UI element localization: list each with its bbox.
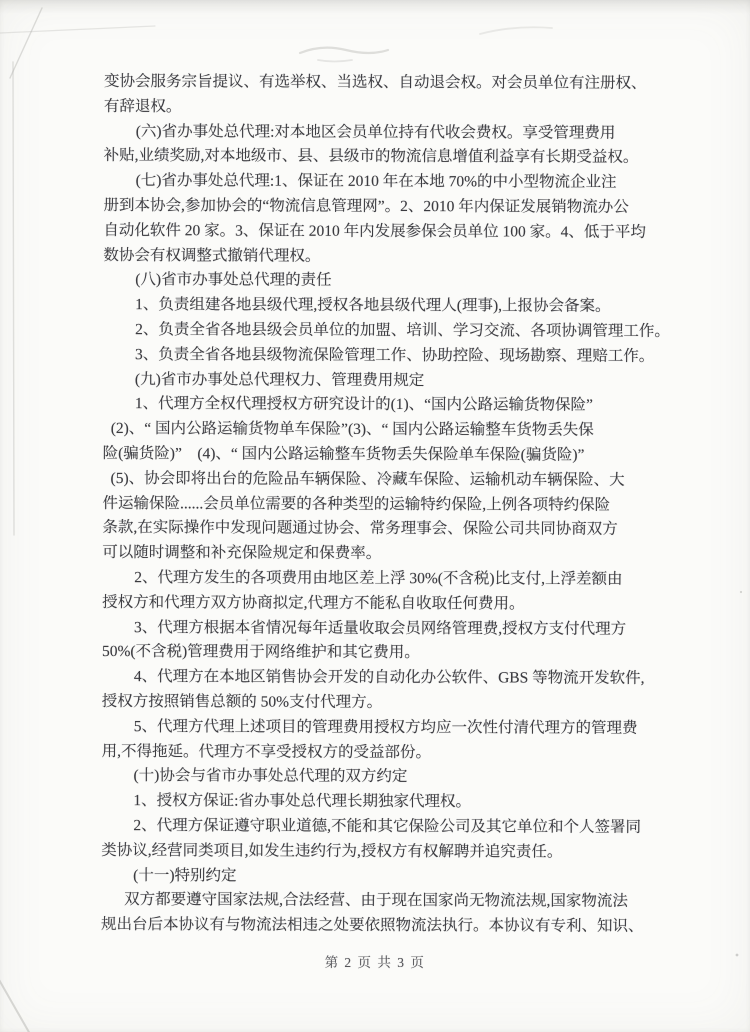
text-line: 补贴,业绩奖励,对本地级市、县、县级市的物流信息增值利益享有长期受益权。	[103, 147, 639, 167]
scan-crease-top-left	[10, 8, 42, 78]
smudge-mark-top-center-2	[318, 60, 352, 62]
text-line: (九)省市办事处总代理权力、管理费用规定	[134, 370, 425, 389]
text-line: 自动化软件 20 家。3、保证在 2010 年内发展参保会员单位 100 家。4、低于平均	[103, 221, 646, 241]
scan-speck	[740, 591, 742, 593]
text-line: (八)省市办事处总代理的责任	[135, 271, 332, 290]
text-line: 授权方和代理方双方协商拟定,代理方不能私自收取任何费用。	[102, 593, 525, 613]
text-line: (5)、协会即将出台的危险品车辆保险、冷藏车保险、运输机动车辆保险、大	[110, 469, 625, 489]
text-line: 2、代理方发生的各项费用由地区差上浮 30%(不含税)比支付,上浮差额由	[134, 569, 623, 588]
text-line: 用,不得拖延。代理方不享受授权方的受益部份。	[101, 742, 432, 761]
page-number-footer: 第 2 页 共 3 页	[324, 955, 426, 970]
text-line: 授权方按照销售总额的 50%支付代理方。	[101, 692, 383, 711]
text-line: 条款,在实际操作中发现问题通过协会、常务理事会、保险公司共同协商双方	[102, 519, 618, 539]
smudge-mark-top-center	[300, 48, 388, 53]
text-line: 可以随时调整和补充保险规定和保费率。	[102, 544, 382, 563]
scan-crease-bottom-left	[0, 978, 30, 1032]
text-line: (2)、“ 国内公路运输货物单车保险”(3)、“ 国内公路运输整车货物丢失保	[110, 420, 594, 439]
scan-edge-shade-top	[0, 0, 750, 14]
text-line: 规出台后本协议有与物流法相违之处要依照物流法执行。本协议有专利、知识、	[100, 916, 644, 935]
text-line: 数协会有权调整式撤销代理权。	[103, 246, 321, 265]
text-line: 1、授权方保证:省办事处总代理长期独家代理权。	[133, 792, 472, 811]
document-body	[101, 70, 670, 940]
scan-edge-line-left	[13, 62, 14, 535]
text-line: 4、代理方在本地区销售协会开发的自动化办公软件、GBS 等物流开发软件,	[133, 668, 645, 688]
text-line: (十)协会与省市办事处总代理的双方约定	[133, 767, 408, 786]
text-line: 3、负责全省各地县级物流保险管理工作、协助控险、现场勘察、理赔工作。	[134, 345, 655, 365]
text-line: 变协会服务宗旨提议、有选举权、当选权、自动退会权。对会员单位有注册权、	[103, 72, 647, 92]
text-line: 2、负责全省各地县级会员单位的加盟、培训、学习交流、各项协调管理工作。	[135, 321, 670, 340]
text-line: (七)省办事处总代理:1、保证在 2010 年在本地 70%的中小型物流企业注	[135, 172, 617, 191]
text-line: 件运输保险......会员单位需要的各种类型的运输特约保险,上例各项特约保险	[102, 494, 611, 514]
text-line: 有辞退权。	[103, 97, 182, 116]
text-line: 1、负责组建各地县级代理,授权各地县级代理人(理事),上报协会备案。	[135, 296, 611, 315]
smudge-streak-top-right	[480, 27, 552, 34]
text-line: 双方都要遵守国家法规,合法经营、由于现在国家尚无物流法规,国家物流法	[124, 891, 628, 911]
text-line: (六)省办事处总代理:对本地区会员单位持有代收会费权。享受管理费用	[135, 122, 616, 142]
text-line: 类协议,经营同类项目,如发生违约行为,授权方有权解聘并追究责任。	[101, 841, 563, 861]
text-line: 3、代理方根据本省情况每年适量收取会员网络管理费,授权方支付代理方	[134, 618, 627, 638]
text-line: 1、代理方全权代理授权方研究设计的(1)、“国内公路运输货物保险”	[134, 395, 593, 415]
text-line: 册到本协会,参加协会的“物流信息管理网”。2、2010 年内保证发展销物流办公	[103, 196, 629, 216]
text-line: (十一)特别约定	[133, 866, 237, 884]
text-line: 5、代理方代理上述项目的管理费用授权方均应一次性付清代理方的管理费	[133, 717, 638, 737]
text-line: 险(骗货险)” (4)、“ 国内公路运输整车货物丢失保险单车保险(骗货险)”	[102, 444, 585, 464]
scan-crease-top	[0, 26, 155, 33]
text-line: 2、代理方保证遵守职业道德,不能和其它保险公司及其它单位和个人签署同	[133, 817, 642, 836]
text-line: 50%(不含税)管理费用于网络维护和其它费用。	[101, 643, 420, 662]
document-lines	[101, 70, 670, 940]
